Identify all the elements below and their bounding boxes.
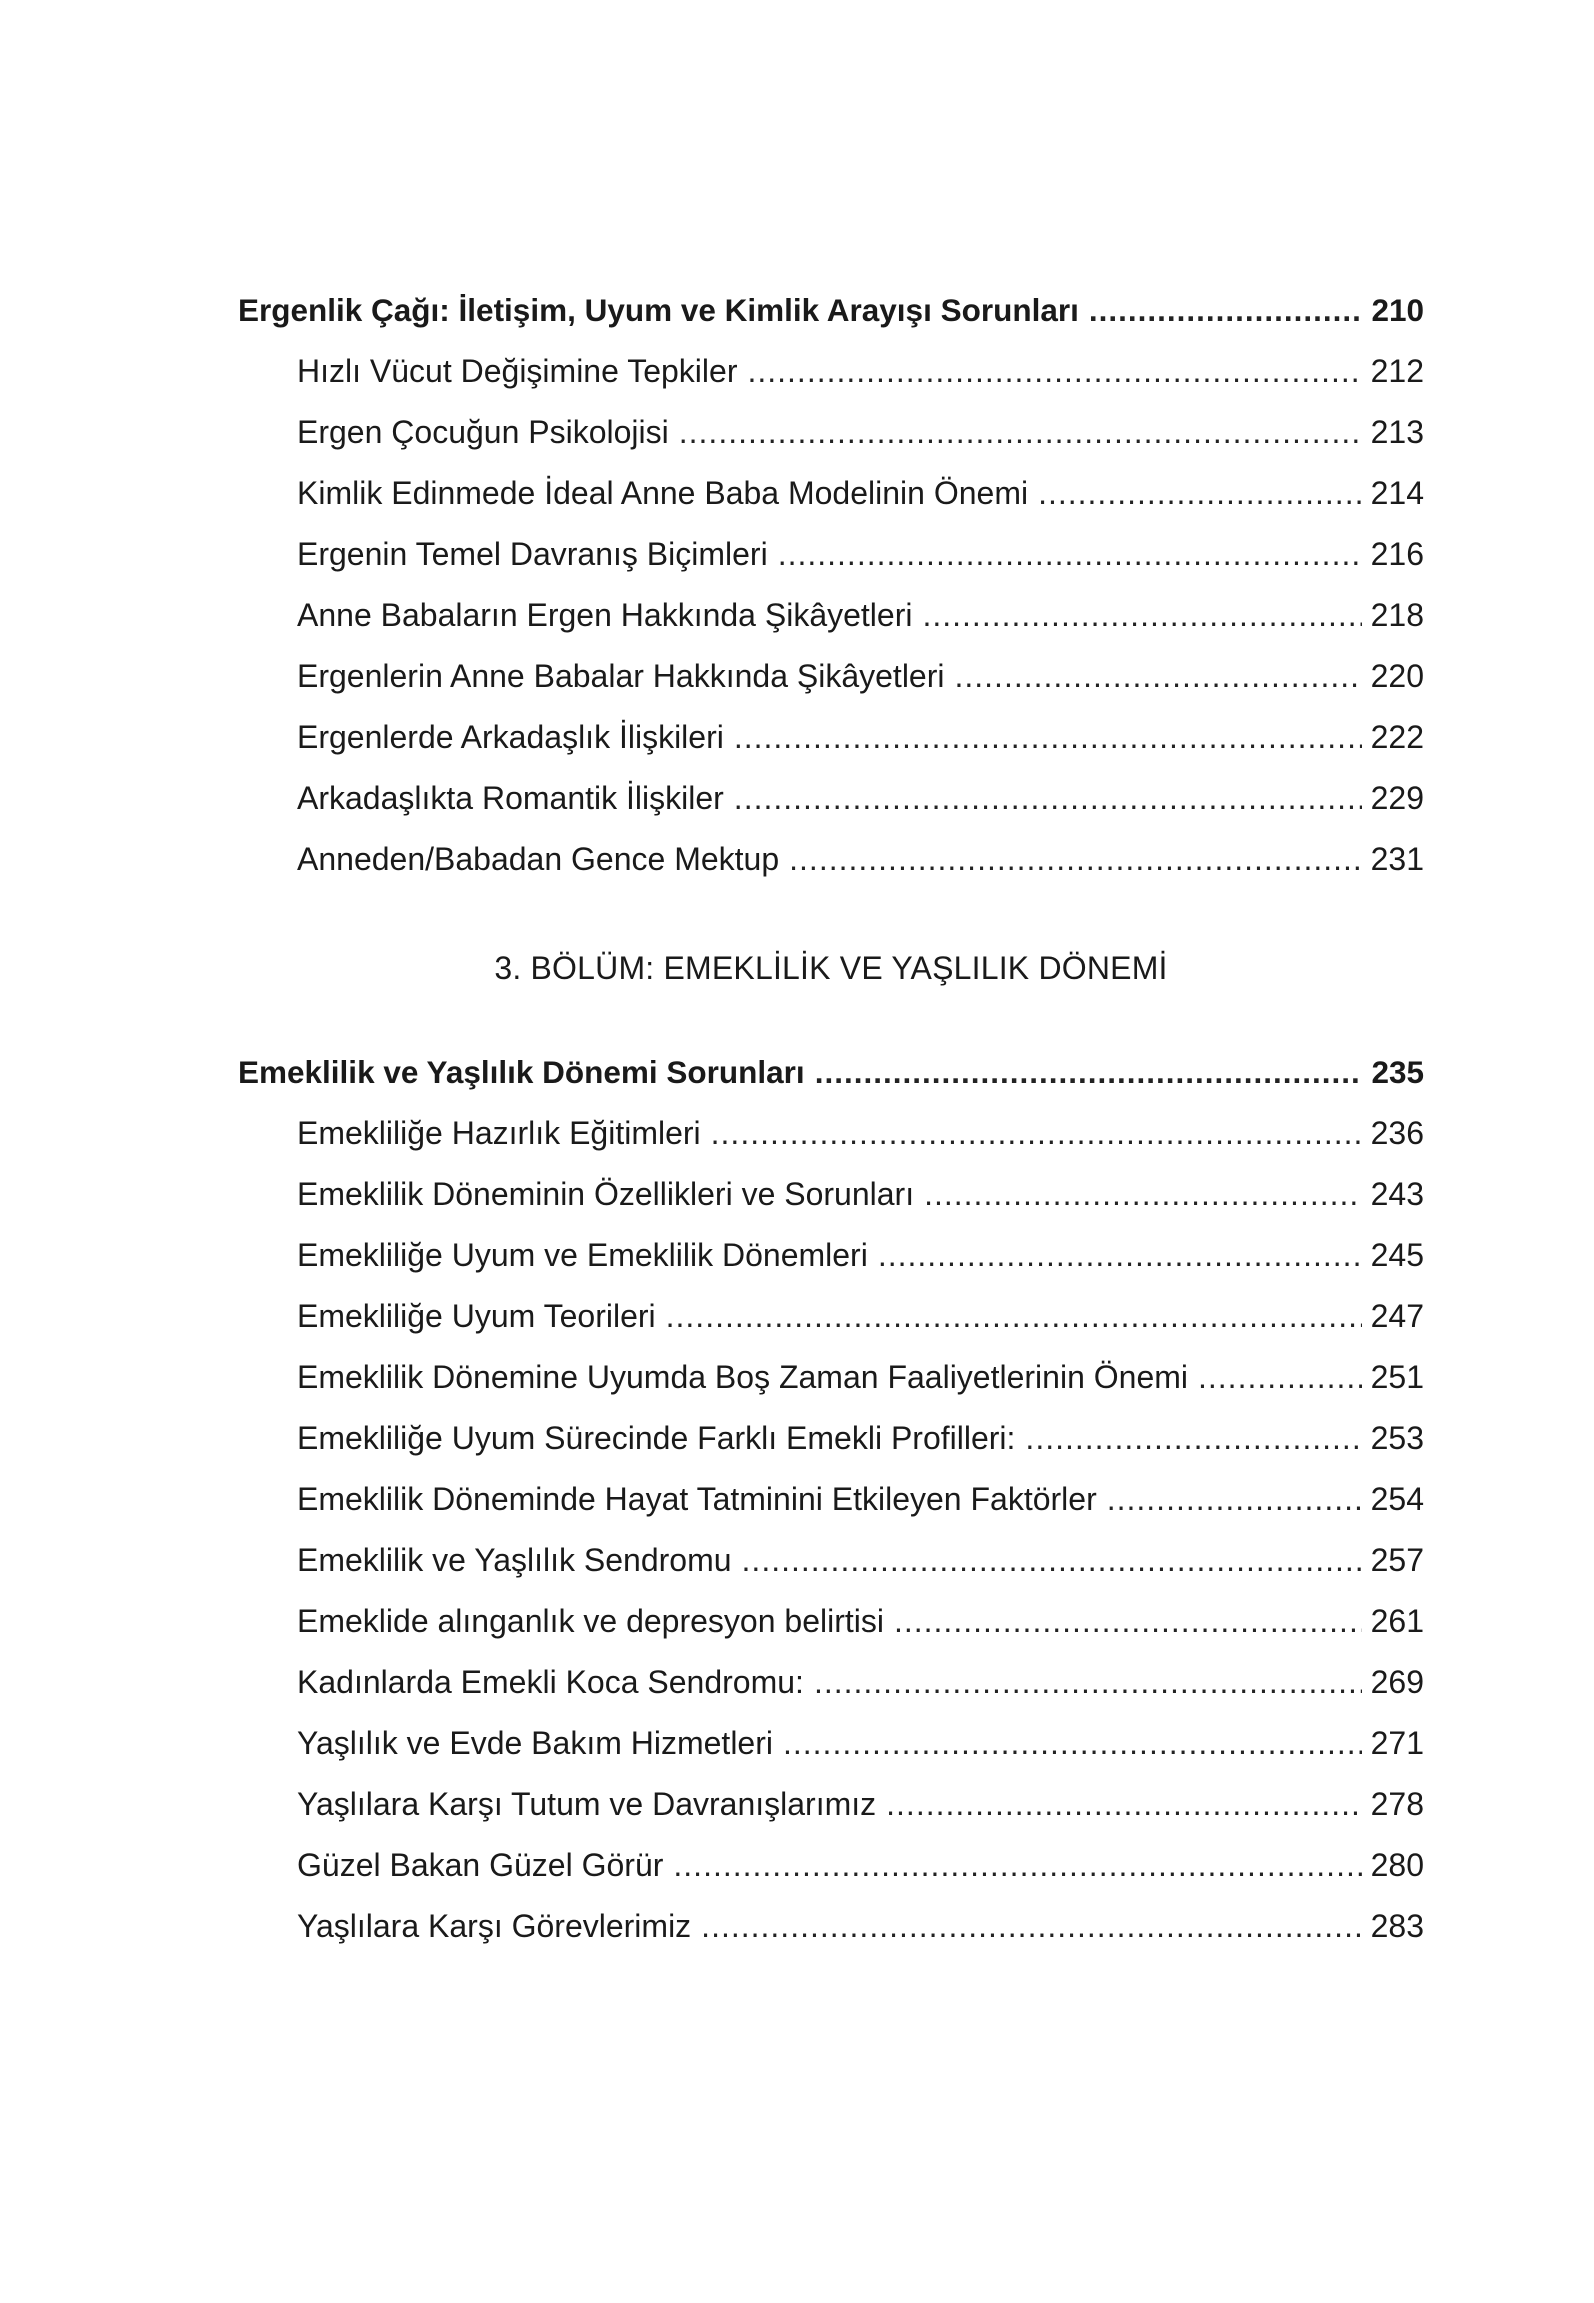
entry-title: Kadınlarda Emekli Koca Sendromu: (297, 1664, 804, 1700)
toc-entry (238, 463, 1424, 524)
toc-entry (238, 1896, 1424, 1957)
entry-title: Kimlik Edinmede İdeal Anne Baba Modelinin Önemi (297, 475, 1029, 511)
dot-leader (783, 1713, 1362, 1774)
dot-leader (1038, 463, 1362, 524)
chapter-heading-retirement (238, 1042, 1424, 1103)
dot-leader (711, 1103, 1362, 1164)
toc-entry (238, 1225, 1424, 1286)
toc-entry (238, 1469, 1424, 1530)
page-number: 236 (1370, 1115, 1424, 1151)
entry-title: Emekliliğe Uyum ve Emeklilik Dönemleri (297, 1237, 868, 1273)
dot-leader (747, 341, 1362, 402)
entry-title: Emeklilik Dönemine Uyumda Boş Zaman Faaliyetlerinin Önemi (297, 1359, 1188, 1395)
page-number: 213 (1370, 414, 1424, 450)
dot-leader (734, 707, 1362, 768)
toc-entry (238, 646, 1424, 707)
entry-title: Yaşlılık ve Evde Bakım Hizmetleri (297, 1725, 773, 1761)
page-number: 269 (1370, 1664, 1424, 1700)
toc-entry (238, 585, 1424, 646)
dot-leader (815, 1042, 1362, 1103)
page-number: 222 (1370, 719, 1424, 755)
page-number: 247 (1370, 1298, 1424, 1334)
chapter-title: Emeklilik ve Yaşlılık Dönemi Sorunları (238, 1054, 805, 1090)
toc-entry (238, 1103, 1424, 1164)
dot-leader (679, 402, 1362, 463)
toc-entry (238, 707, 1424, 768)
table-of-contents (238, 280, 1424, 1957)
page-number: 261 (1370, 1603, 1424, 1639)
toc-entry (238, 1408, 1424, 1469)
dot-leader (924, 1164, 1362, 1225)
dot-leader (701, 1896, 1362, 1957)
dot-leader (666, 1286, 1362, 1347)
page-number: 280 (1370, 1847, 1424, 1883)
dot-leader (673, 1835, 1362, 1896)
toc-entry (238, 1652, 1424, 1713)
dot-leader (789, 829, 1362, 890)
page-number: 212 (1370, 353, 1424, 389)
entry-title: Arkadaşlıkta Romantik İlişkiler (297, 780, 724, 816)
dot-leader (954, 646, 1362, 707)
entry-title: Yaşlılara Karşı Görevlerimiz (297, 1908, 692, 1944)
page-number: 216 (1370, 536, 1424, 572)
dot-leader (1198, 1347, 1362, 1408)
toc-entry (238, 402, 1424, 463)
entry-title: Güzel Bakan Güzel Görür (297, 1847, 664, 1883)
entry-title: Emeklilik Döneminin Özellikleri ve Sorunları (297, 1176, 915, 1212)
entry-title: Anneden/Babadan Gence Mektup (297, 841, 780, 877)
chapter-heading-adolescence (238, 280, 1424, 341)
toc-entry (238, 1286, 1424, 1347)
dot-leader (886, 1774, 1362, 1835)
toc-entry (238, 341, 1424, 402)
dot-leader (778, 524, 1362, 585)
page-number: 253 (1370, 1420, 1424, 1456)
dot-leader (1089, 280, 1362, 341)
dot-leader (922, 585, 1362, 646)
dot-leader (742, 1530, 1362, 1591)
page-number: 214 (1370, 475, 1424, 511)
toc-entry (238, 1774, 1424, 1835)
page-number: 254 (1370, 1481, 1424, 1517)
toc-entry (238, 1347, 1424, 1408)
page-number: 231 (1370, 841, 1424, 877)
toc-entry (238, 829, 1424, 890)
section-heading: 3. BÖLÜM: EMEKLİLİK VE YAŞLILIK DÖNEMİ (494, 950, 1168, 986)
entry-title: Emeklilik Döneminde Hayat Tatminini Etkileyen Faktörler (297, 1481, 1097, 1517)
dot-leader (734, 768, 1362, 829)
page-number: 257 (1370, 1542, 1424, 1578)
page-number: 278 (1370, 1786, 1424, 1822)
page-number: 235 (1371, 1054, 1424, 1090)
entry-title: Ergenlerde Arkadaşlık İlişkileri (297, 719, 724, 755)
page-number: 283 (1370, 1908, 1424, 1944)
dot-leader (1025, 1408, 1362, 1469)
entry-title: Hızlı Vücut Değişimine Tepkiler (297, 353, 738, 389)
page-number: 251 (1370, 1359, 1424, 1395)
toc-entry (238, 1530, 1424, 1591)
entry-title: Emeklilik ve Yaşlılık Sendromu (297, 1542, 732, 1578)
toc-entry (238, 1713, 1424, 1774)
dot-leader (894, 1591, 1362, 1652)
page-number: 245 (1370, 1237, 1424, 1273)
entry-title: Ergenin Temel Davranış Biçimleri (297, 536, 768, 572)
entry-title: Yaşlılara Karşı Tutum ve Davranışlarımız (297, 1786, 877, 1822)
entry-title: Emekliliğe Hazırlık Eğitimleri (297, 1115, 701, 1151)
page-number: 220 (1370, 658, 1424, 694)
dot-leader (878, 1225, 1362, 1286)
entry-title: Ergenlerin Anne Babalar Hakkında Şikâyetleri (297, 658, 945, 694)
dot-leader (814, 1652, 1362, 1713)
page-number: 243 (1370, 1176, 1424, 1212)
page-number: 210 (1371, 292, 1424, 328)
toc-entry (238, 768, 1424, 829)
entry-title: Ergen Çocuğun Psikolojisi (297, 414, 669, 450)
entry-title: Emeklide alınganlık ve depresyon belirtisi (297, 1603, 884, 1639)
toc-entry (238, 1835, 1424, 1896)
toc-entry (238, 524, 1424, 585)
page-number: 271 (1370, 1725, 1424, 1761)
page-number: 229 (1370, 780, 1424, 816)
entry-title: Emekliliğe Uyum Teorileri (297, 1298, 656, 1334)
chapter-title: Ergenlik Çağı: İletişim, Uyum ve Kimlik Arayışı Sorunları (238, 292, 1079, 328)
entry-title: Emekliliğe Uyum Sürecinde Farklı Emekli Profilleri: (297, 1420, 1016, 1456)
toc-entry (238, 1164, 1424, 1225)
page-number: 218 (1370, 597, 1424, 633)
dot-leader (1107, 1469, 1362, 1530)
entry-title: Anne Babaların Ergen Hakkında Şikâyetleri (297, 597, 913, 633)
toc-entry (238, 1591, 1424, 1652)
